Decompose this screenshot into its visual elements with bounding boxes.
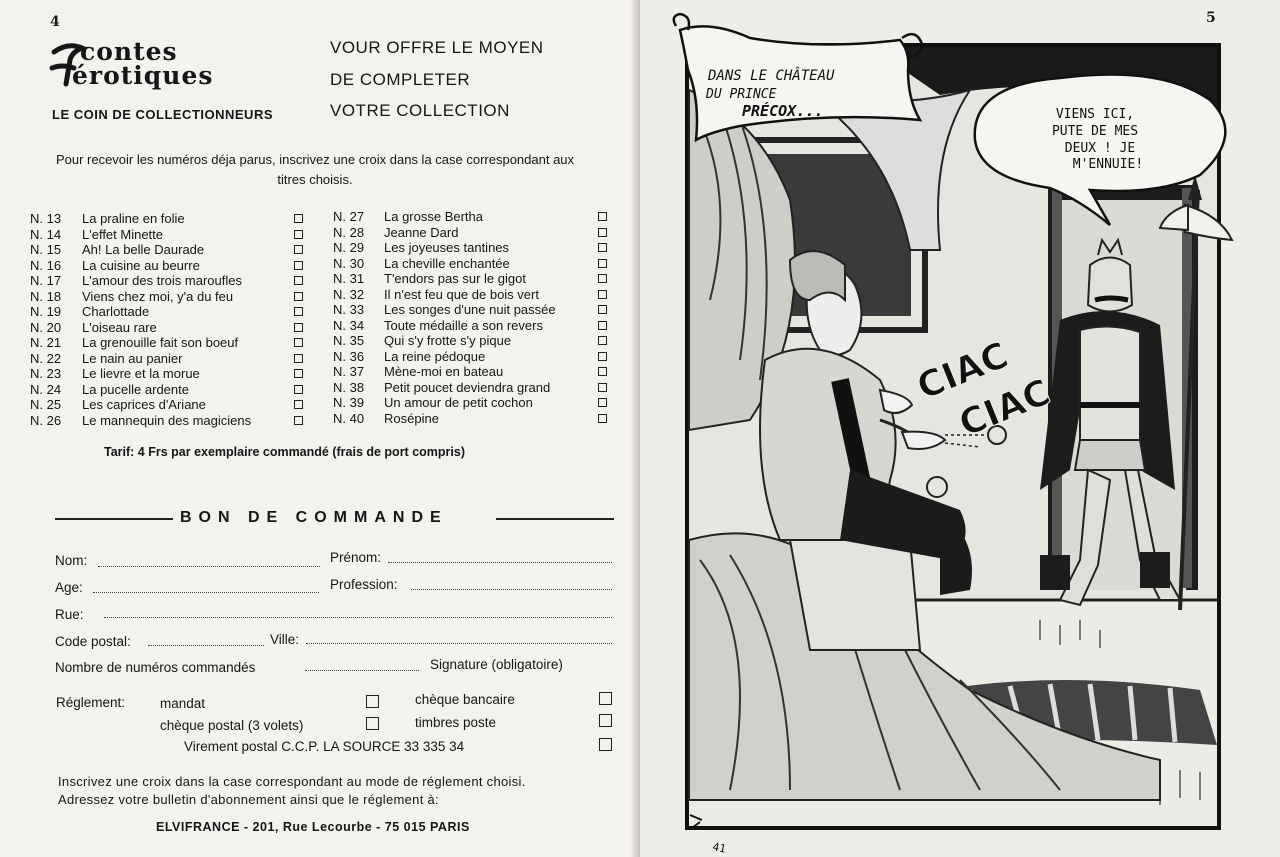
title-row <box>333 411 613 427</box>
title-row <box>333 333 613 349</box>
title-name: La praline en folie <box>82 211 185 226</box>
nom-field[interactable] <box>98 566 320 567</box>
title-number: N. 36 <box>333 348 365 364</box>
cheque-bancaire-label: chèque bancaire <box>415 692 515 707</box>
title-checkbox[interactable] <box>598 414 607 423</box>
title-row <box>333 318 613 334</box>
profession-field[interactable] <box>411 589 612 590</box>
sfx-2: CIAC <box>953 371 1057 446</box>
title-name: Il n'est feu que de bois vert <box>384 286 539 302</box>
title-row <box>30 258 310 274</box>
title-checkbox[interactable] <box>294 354 303 363</box>
timbres-label: timbres poste <box>415 715 497 730</box>
address: ELVIFRANCE - 201, Rue Lecourbe - 75 015 PARIS <box>156 820 470 834</box>
title-checkbox[interactable] <box>294 214 303 223</box>
age-label: Age: <box>55 580 83 595</box>
divider-right <box>496 518 614 520</box>
title-number: N. 38 <box>333 379 365 395</box>
speech-line-4: M'ENNUIE! <box>1072 157 1144 172</box>
title-number: N. 24 <box>30 381 62 397</box>
mandat-checkbox[interactable] <box>366 695 379 708</box>
comic-panel <box>640 0 1240 857</box>
nombre-field[interactable] <box>305 670 419 671</box>
title-row <box>333 256 613 272</box>
title-number: N. 22 <box>30 350 62 366</box>
title-row <box>333 395 613 411</box>
speech-line-1: VIENS ICI, <box>1055 107 1135 122</box>
title-row <box>333 380 613 396</box>
virement-label: Virement postal C.C.P. LA SOURCE 33 335 34 <box>184 739 465 754</box>
title-number: N. 14 <box>30 226 62 242</box>
titles-list-right <box>333 209 613 426</box>
title-number: N. 13 <box>30 211 62 226</box>
age-field[interactable] <box>93 592 319 593</box>
signature-label: Signature (obligatoire) <box>430 657 563 672</box>
title-checkbox[interactable] <box>598 336 607 345</box>
title-checkbox[interactable] <box>294 261 303 270</box>
title-row <box>30 273 310 289</box>
speech-line-3: DEUX ! JE <box>1064 141 1136 156</box>
subtitle: LE COIN DE COLLECTIONNEURS <box>52 107 274 122</box>
logo-line-2: érotiques <box>72 61 214 90</box>
title-checkbox[interactable] <box>598 367 607 376</box>
logo-line-1: contes <box>80 37 178 66</box>
corner-mark: 41 <box>711 840 728 856</box>
title-name: Toute médaille a son revers <box>384 317 543 333</box>
title-number: N. 21 <box>30 335 62 350</box>
title-row <box>30 366 310 382</box>
instruction-1: Inscrivez une croix dans la case correspondant au mode de réglement choisi. <box>58 774 526 789</box>
title-name: La grosse Bertha <box>384 209 484 224</box>
ville-field[interactable] <box>306 643 612 644</box>
title-number: N. 18 <box>30 288 62 304</box>
divider-left <box>55 518 173 520</box>
title-name: Petit poucet deviendra grand <box>384 379 551 395</box>
timbres-checkbox[interactable] <box>599 714 612 727</box>
title-name: Charlottade <box>82 304 150 319</box>
tarif: Tarif: 4 Frs par exemplaire commandé (frais de port compris) <box>104 445 465 459</box>
title-name: Les songes d'une nuit passée <box>384 302 556 317</box>
title-row <box>333 271 613 287</box>
title-name: Mène-moi en bateau <box>384 364 504 379</box>
title-row <box>30 289 310 305</box>
title-row <box>30 211 310 227</box>
title-number: N. 34 <box>333 317 365 333</box>
title-name: Viens chez moi, y'a du feu <box>82 288 234 304</box>
cheque-bancaire-checkbox[interactable] <box>599 692 612 705</box>
page-number-right: 5 <box>1206 10 1216 26</box>
title-row <box>30 382 310 398</box>
nombre-label: Nombre de numéros commandés <box>55 660 256 675</box>
title-number: N. 29 <box>333 240 365 255</box>
nom-label: Nom: <box>55 553 88 568</box>
title-number: N. 26 <box>30 412 62 428</box>
title-checkbox[interactable] <box>598 243 607 252</box>
code-postal-label: Code postal: <box>55 634 131 649</box>
title-checkbox[interactable] <box>598 274 607 283</box>
intro-text: Pour recevoir les numéros déja parus, inscrivez une croix dans la case correspondant aux titres choisis. <box>55 152 575 187</box>
title-checkbox[interactable] <box>598 212 607 221</box>
caption-line-3: PRÉCOX... <box>742 102 824 120</box>
title-row <box>30 351 310 367</box>
title-name: Le nain au panier <box>82 350 183 366</box>
offer-line-3: VOTRE COLLECTION <box>330 101 510 120</box>
title-number: N. 40 <box>333 410 365 426</box>
title-row <box>30 397 310 413</box>
title-number: N. 39 <box>333 395 365 410</box>
title-checkbox[interactable] <box>294 245 303 254</box>
title-row <box>333 287 613 303</box>
title-name: Qui s'y frotte s'y pique <box>384 333 512 348</box>
title-row <box>333 302 613 318</box>
offer-line-1: VOUR OFFRE LE MOYEN <box>330 38 544 57</box>
title-checkbox[interactable] <box>294 400 303 409</box>
titles-list-left <box>30 211 310 428</box>
rue-field[interactable] <box>104 617 612 618</box>
payment-label: Réglement: <box>56 695 126 710</box>
title-number: N. 37 <box>333 364 365 379</box>
title-number: N. 17 <box>30 273 62 288</box>
title-number: N. 35 <box>333 333 365 348</box>
title-number: N. 25 <box>30 397 62 412</box>
instruction-2: Adressez votre bulletin d'abonnement ainsi que le réglement à: <box>58 792 439 807</box>
title-number: N. 19 <box>30 304 62 319</box>
title-row <box>30 413 310 429</box>
title-row <box>333 364 613 380</box>
title-checkbox[interactable] <box>294 276 303 285</box>
ville-label: Ville: <box>270 632 300 647</box>
title-number: N. 28 <box>333 224 365 240</box>
code-postal-field[interactable] <box>148 645 264 646</box>
title-name: La pucelle ardente <box>82 381 189 397</box>
title-checkbox[interactable] <box>598 290 607 299</box>
title-number: N. 15 <box>30 242 62 257</box>
title-checkbox[interactable] <box>598 228 607 237</box>
logo-flourish <box>48 38 108 88</box>
offer-line-2: DE COMPLETER <box>330 70 471 89</box>
title-name: La grenouille fait son boeuf <box>82 335 239 350</box>
title-number: N. 20 <box>30 319 62 335</box>
title-row <box>30 242 310 258</box>
page-number: 4 <box>50 14 60 30</box>
title-checkbox[interactable] <box>598 398 607 407</box>
title-name: Un amour de petit cochon <box>384 395 533 410</box>
title-number: N. 23 <box>30 366 62 381</box>
cheque-postal-checkbox[interactable] <box>366 717 379 730</box>
title-checkbox[interactable] <box>294 385 303 394</box>
caption-line-2: DU PRINCE <box>706 87 777 102</box>
title-name: T'endors pas sur le gigot <box>384 271 526 286</box>
title-name: Ah! La belle Daurade <box>82 242 205 257</box>
title-name: Le mannequin des magiciens <box>82 412 252 428</box>
title-row <box>333 209 613 225</box>
title-checkbox[interactable] <box>598 383 607 392</box>
title-number: N. 27 <box>333 209 365 224</box>
cheque-postal-label: chèque postal (3 volets) <box>160 718 304 733</box>
title-name: Les caprices d'Ariane <box>82 397 206 412</box>
title-checkbox[interactable] <box>598 305 607 314</box>
speech-line-2: PUTE DE MES <box>1051 124 1139 139</box>
title-name: Les joyeuses tantines <box>384 240 510 255</box>
prenom-label: Prénom: <box>330 550 382 565</box>
title-name: La cuisine au beurre <box>82 257 200 273</box>
title-checkbox[interactable] <box>598 259 607 268</box>
title-number: N. 30 <box>333 255 365 271</box>
title-row <box>333 349 613 365</box>
title-name: L'amour des trois maroufles <box>82 273 242 288</box>
title-name: L'effet Minette <box>82 226 164 242</box>
title-number: N. 33 <box>333 302 365 317</box>
title-number: N. 32 <box>333 286 365 302</box>
title-row <box>333 240 613 256</box>
title-checkbox[interactable] <box>294 323 303 332</box>
title-name: Le lievre et la morue <box>82 366 200 381</box>
title-name: Rosépine <box>384 410 439 426</box>
title-checkbox[interactable] <box>294 416 303 425</box>
sfx-1: CIAC <box>911 334 1015 409</box>
title-checkbox[interactable] <box>294 230 303 239</box>
right-page <box>640 0 1280 857</box>
title-name: L'oiseau rare <box>82 319 157 335</box>
title-row <box>30 227 310 243</box>
order-title: BON DE COMMANDE <box>180 509 448 526</box>
title-name: La cheville enchantée <box>384 255 510 271</box>
caption-line-1: DANS LE CHÂTEAU <box>708 68 835 84</box>
title-checkbox[interactable] <box>598 352 607 361</box>
virement-checkbox[interactable] <box>599 738 612 751</box>
title-checkbox[interactable] <box>294 292 303 301</box>
title-checkbox[interactable] <box>598 321 607 330</box>
title-row <box>30 335 310 351</box>
title-number: N. 31 <box>333 271 365 286</box>
title-checkbox[interactable] <box>294 369 303 378</box>
title-checkbox[interactable] <box>294 307 303 316</box>
title-name: La reine pédoque <box>384 348 486 364</box>
title-name: Jeanne Dard <box>384 224 459 240</box>
rue-label: Rue: <box>55 607 84 622</box>
title-row <box>30 320 310 336</box>
title-number: N. 16 <box>30 257 62 273</box>
profession-label: Profession: <box>330 577 398 592</box>
title-row <box>30 304 310 320</box>
title-row <box>333 225 613 241</box>
mandat-label: mandat <box>160 696 206 711</box>
title-checkbox[interactable] <box>294 338 303 347</box>
prenom-field[interactable] <box>388 562 612 563</box>
